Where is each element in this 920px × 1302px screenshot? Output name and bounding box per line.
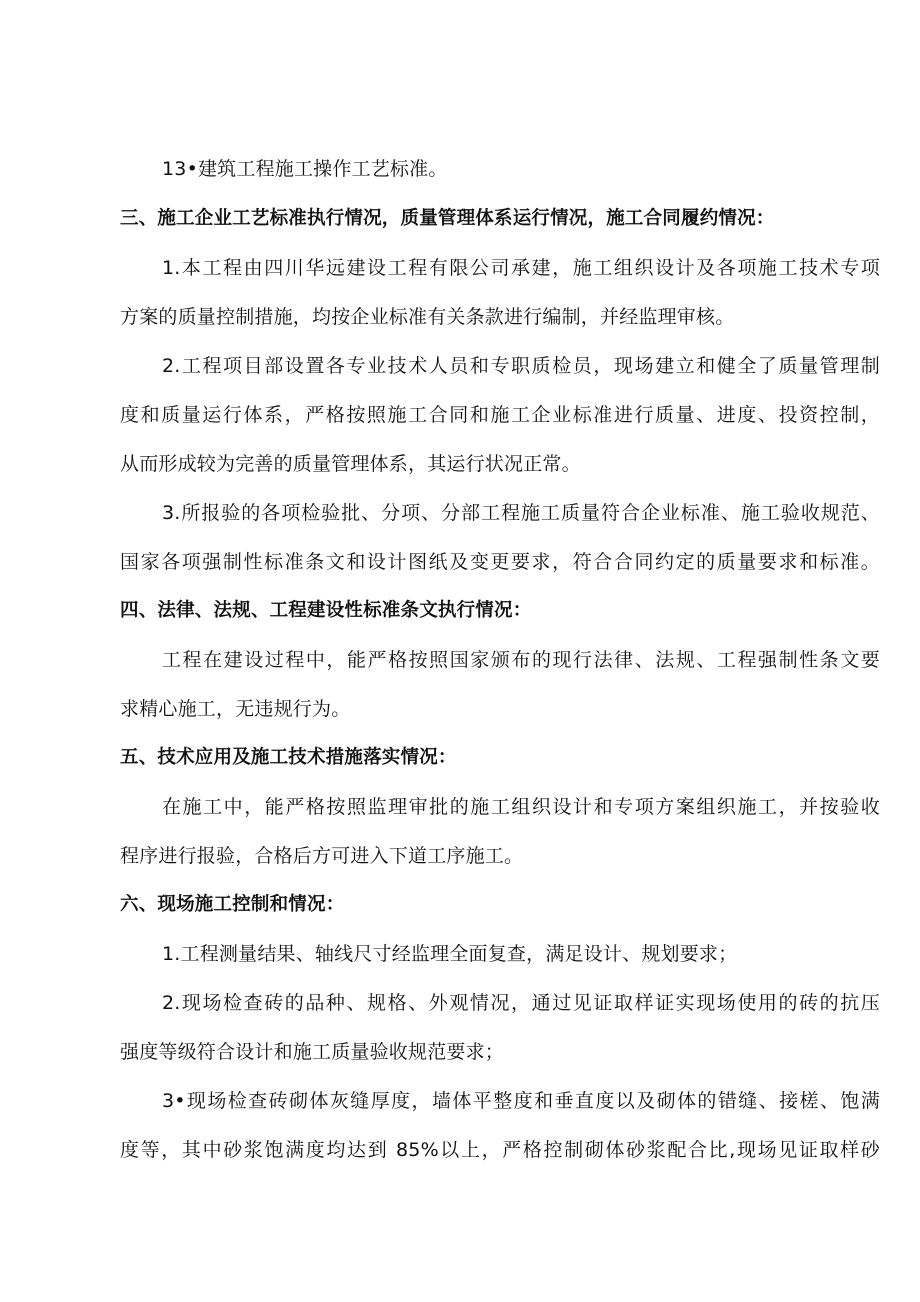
section-heading-5: 五、技术应用及施工技术措施落实情况：	[120, 747, 457, 768]
paragraph-line: 在施工中，能严格按照监理审批的施工组织设计和专项方案组织施工，并按验收	[162, 796, 880, 818]
list-item-13: 13•建筑工程施工操作工艺标准。	[162, 158, 448, 180]
paragraph-line: 2.工程项目部设置各专业技术人员和专职质检员，现场建立和健全了质量管理制	[162, 355, 880, 377]
paragraph-line: 1.本工程由四川华远建设工程有限公司承建，施工组织设计及各项施工技术专项	[162, 257, 880, 279]
paragraph-line: 工程在建设过程中，能严格按照国家颁布的现行法律、法规、工程强制性条文要	[162, 649, 880, 671]
list-item-3: 3•现场检查砖砌体灰缝厚度，墙体平整度和垂直度以及砌体的错缝、接槎、饱满	[162, 1090, 880, 1112]
list-item-2: 2.现场检查砖的品种、规格、外观情况，通过见证取样证实现场使用的砖的抗压	[162, 992, 880, 1014]
section-heading-3: 三、施工企业工艺标准执行情况，质量管理体系运行情况，施工合同履约情况：	[120, 208, 775, 229]
paragraph-line: 求精心施工，无违规行为。	[120, 698, 351, 720]
paragraph-line: 度和质量运行体系，严格按照施工合同和施工企业标准进行质量、进度、投资控制，	[120, 404, 880, 426]
paragraph-line: 方案的质量控制措施，均按企业标准有关条款进行编制，并经监理审核。	[120, 306, 735, 328]
paragraph-line: 3.所报验的各项检验批、分项、分部工程施工质量符合企业标准、施工验收规范、	[162, 502, 880, 524]
paragraph-line: 国家各项强制性标准条文和设计图纸及变更要求，符合合同约定的质量要求和标准。	[120, 551, 880, 573]
paragraph-line: 度等，其中砂浆饱满度均达到 85%以上，严格控制砌体砂浆配合比,现场见证取样砂	[120, 1139, 880, 1161]
section-heading-4: 四、法律、法规、工程建设性标准条文执行情况：	[120, 600, 532, 621]
paragraph-line: 从而形成较为完善的质量管理体系，其运行状况正常。	[120, 453, 581, 475]
list-item-1: 1.工程测量结果、轴线尺寸经监理全面复查，满足设计、规划要求；	[162, 943, 738, 965]
paragraph-line: 程序进行报验，合格后方可进入下道工序施工。	[120, 845, 524, 867]
section-heading-6: 六、现场施工控制和情况：	[120, 894, 345, 915]
paragraph-line: 强度等级符合设计和施工质量验收规范要求；	[120, 1041, 505, 1063]
